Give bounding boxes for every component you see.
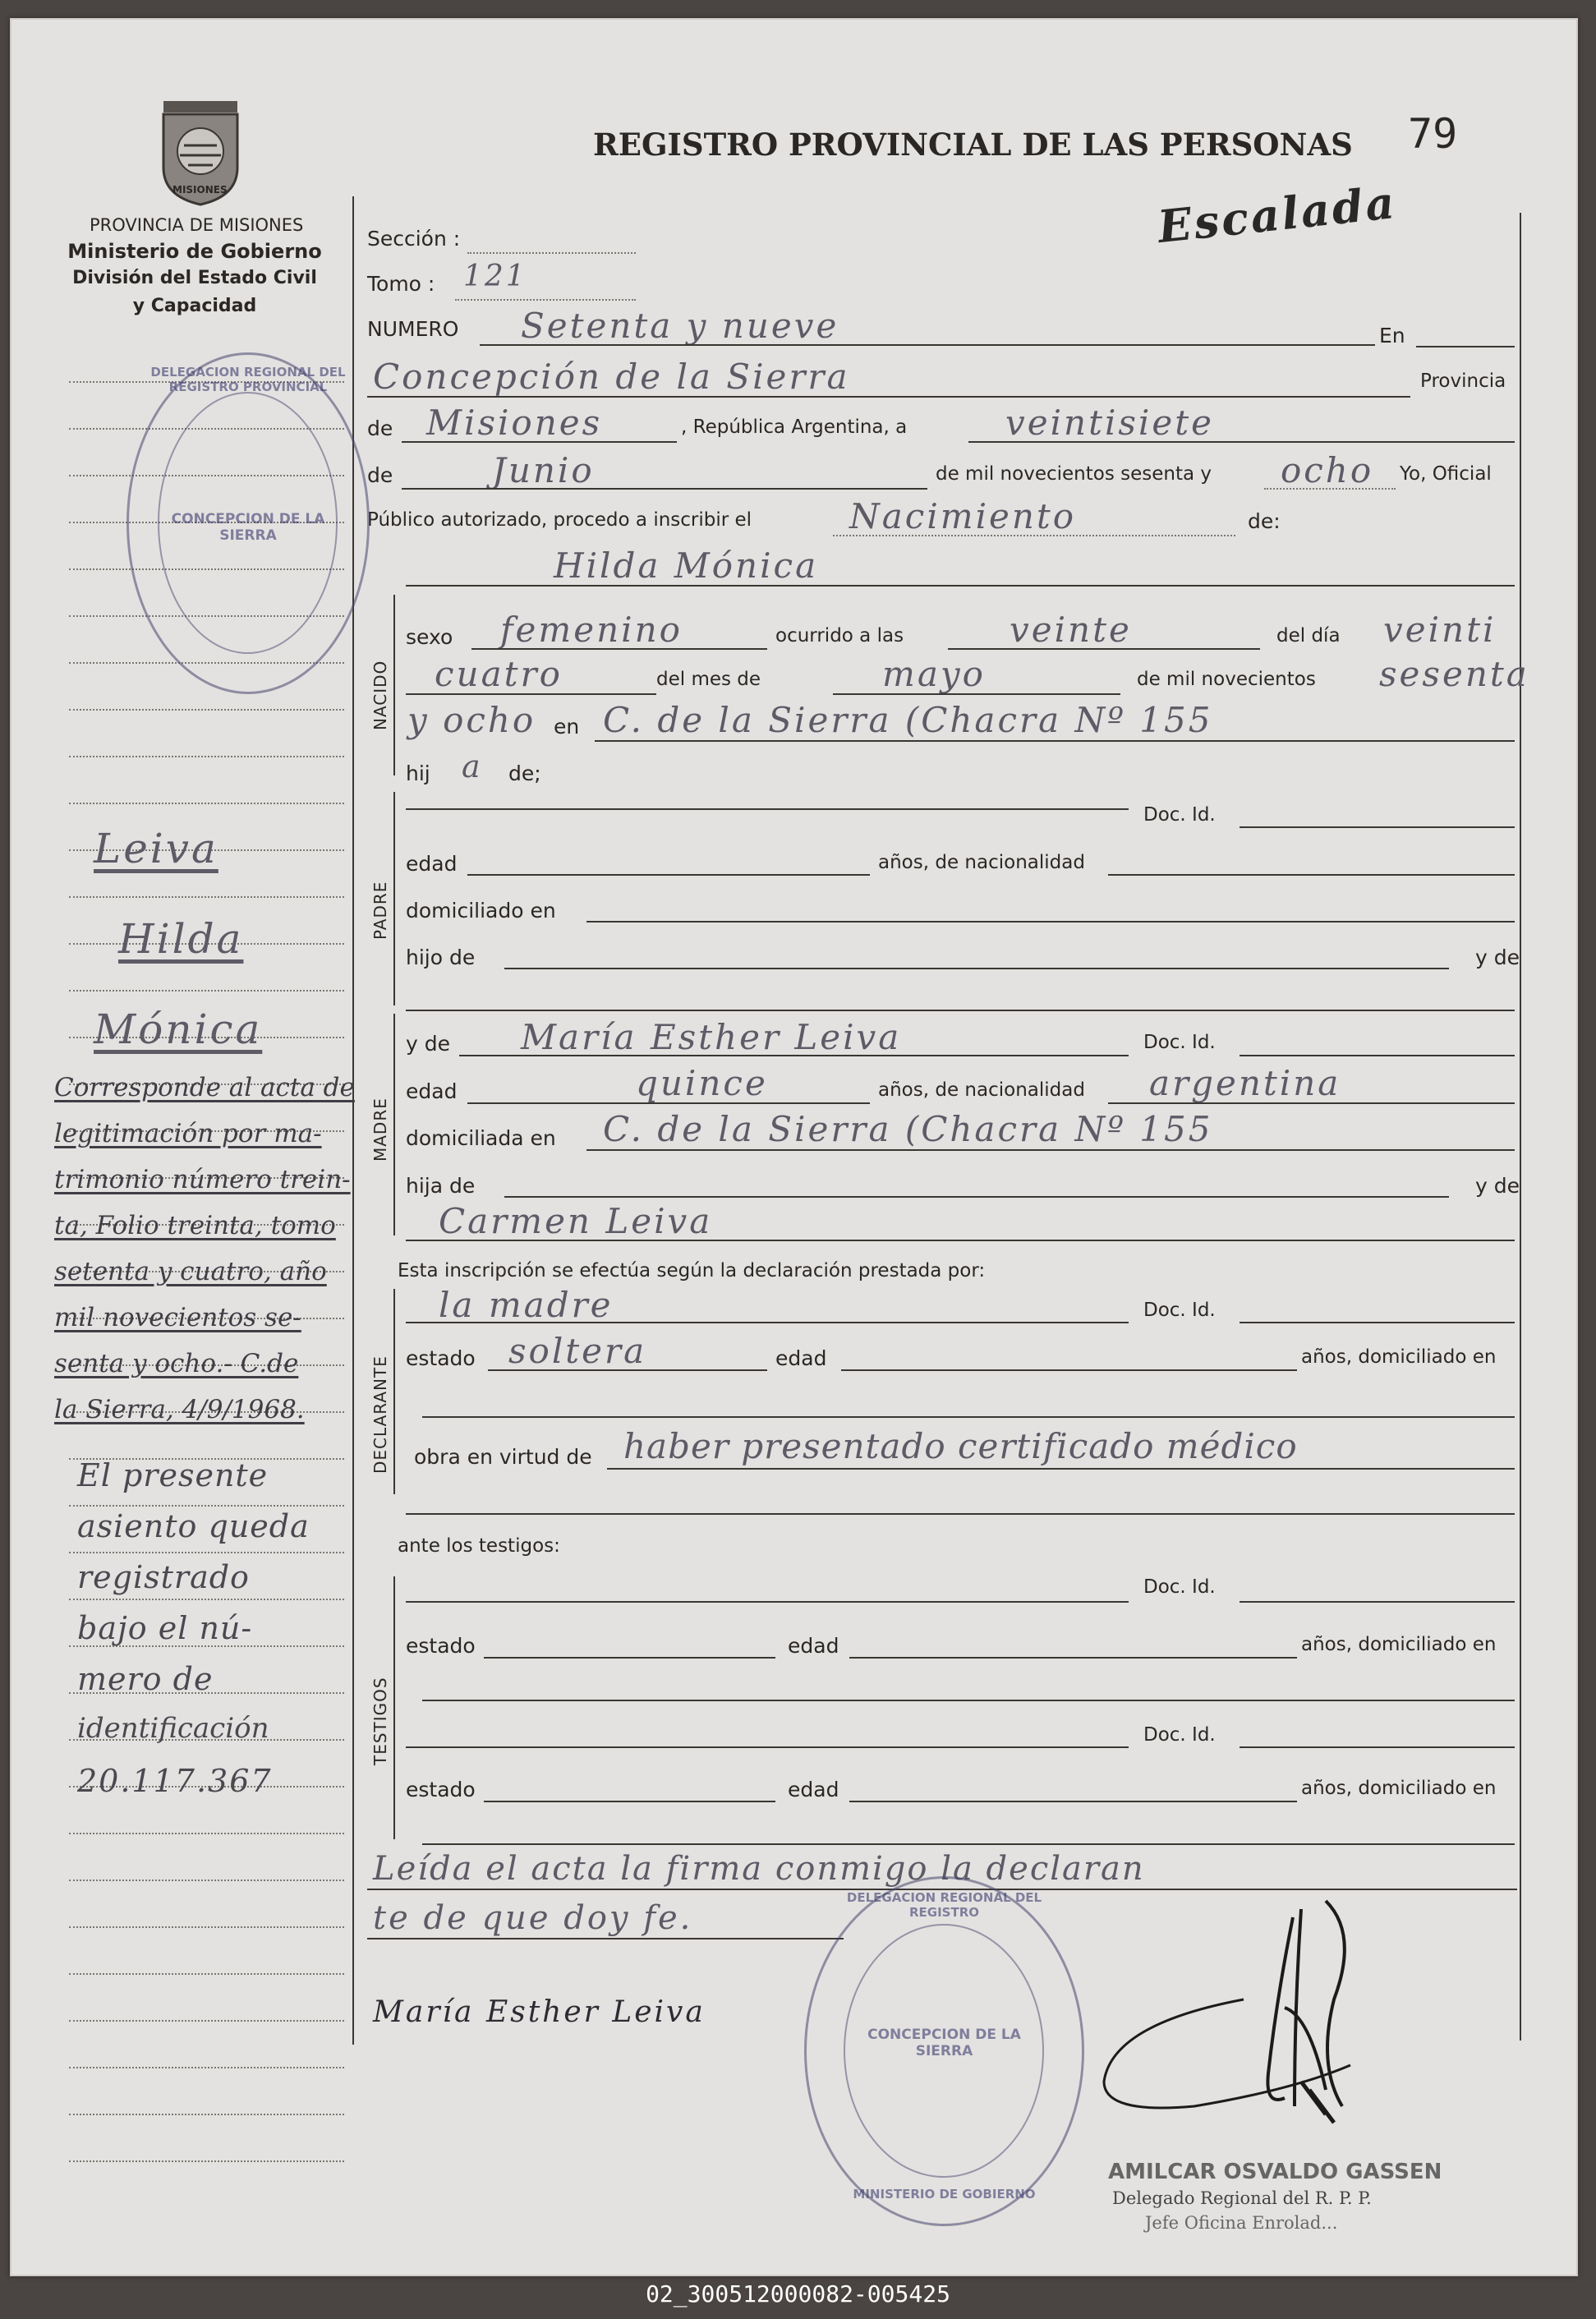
sexo-value: femenino <box>500 610 683 650</box>
lower-stamp-bottom-text: MINISTERIO DE GOBIERNO <box>853 2187 1036 2202</box>
del-dia-label: del día <box>1276 625 1341 646</box>
upper-stamp-inner-text: CONCEPCION DE LA SIERRA <box>171 511 325 544</box>
publico-label: Público autorizado, procedo a inscribir el <box>367 509 752 531</box>
madre-hija-field <box>504 1196 1449 1198</box>
section-divider-padre <box>393 792 395 1005</box>
madre-domicilio-label: domiciliada en <box>406 1126 556 1150</box>
madre-nacionalidad-value: argentina <box>1149 1063 1341 1103</box>
declarante-name-field <box>406 1322 1129 1323</box>
day-field-b <box>406 693 656 695</box>
mil-novecientos-label: de mil novecientos <box>1137 669 1316 690</box>
ocurrido-label: ocurrido a las <box>775 625 904 646</box>
padre-doc-field <box>1240 826 1515 828</box>
madre-name-field <box>459 1055 1129 1056</box>
tomo-field <box>455 299 636 301</box>
birth-month-value: mayo <box>882 654 986 694</box>
margin-ruled-line <box>69 896 344 898</box>
side-label-nacido: NACIDO <box>370 660 390 730</box>
margin-ruled-line <box>69 709 344 711</box>
declarante-doc-field <box>1240 1322 1515 1323</box>
province-label: PROVINCIA DE MISIONES <box>90 215 304 235</box>
madre-hija-label: hija de <box>406 1174 476 1198</box>
madre-edad-label: edad <box>406 1079 458 1103</box>
testigo2-name-field <box>406 1746 1129 1748</box>
declarante-doc-label: Doc. Id. <box>1143 1300 1216 1321</box>
testigo1-edad-field <box>849 1657 1297 1659</box>
side-label-madre: MADRE <box>370 1097 390 1162</box>
legit-line-6: mil novecientos se- <box>54 1303 301 1332</box>
year-field <box>1264 488 1396 490</box>
padre-grandmother-field <box>406 1010 1515 1011</box>
testigo1-domicilio-field <box>422 1700 1515 1701</box>
closing-line-2: te de que doy fe. <box>373 1899 693 1937</box>
testigo1-name-field <box>406 1601 1129 1603</box>
en-label: En <box>1379 324 1405 347</box>
declarante-estado-value: soltera <box>508 1331 647 1371</box>
section-divider-nacido <box>393 595 395 775</box>
padre-doc-label: Doc. Id. <box>1143 804 1216 826</box>
hour-value: veinte <box>1010 610 1132 650</box>
day-value-b: cuatro <box>435 654 563 694</box>
madre-domicilio-field <box>586 1149 1515 1151</box>
madre-nacionalidad-label: años, de nacionalidad <box>878 1079 1085 1101</box>
madre-edad-value: quince <box>636 1063 768 1103</box>
republica-label: , República Argentina, a <box>681 416 908 438</box>
id-line-1: El presente <box>77 1457 269 1493</box>
padre-yde-label: y de <box>1475 946 1520 969</box>
yo-oficial-label: Yo, Oficial <box>1400 463 1492 485</box>
padre-domicilio-field <box>586 921 1515 923</box>
closing-line-1: Leída el acta la firma conmigo la declaran <box>373 1850 1145 1888</box>
testigo2-estado-field <box>484 1801 775 1802</box>
margin-ruled-line <box>69 2114 344 2115</box>
testigo2-domicilio-field <box>422 1843 1515 1845</box>
margin-ruled-line <box>69 2160 344 2162</box>
birth-year-value-a: sesenta <box>1379 654 1529 694</box>
legit-line-5: setenta y cuatro, año <box>54 1257 327 1286</box>
legit-line-1: Corresponde al acta de <box>54 1073 355 1102</box>
padre-edad-label: edad <box>406 852 458 876</box>
mil-label: de mil novecientos sesenta y <box>936 463 1212 485</box>
padre-name-field <box>406 808 1129 810</box>
mother-signature: María Esther Leiva <box>373 1995 706 2029</box>
legit-line-7: senta y ocho.- C.de <box>54 1349 299 1378</box>
legit-line-4: ta, Folio treinta, tomo <box>54 1211 336 1240</box>
obra-label: obra en virtud de <box>414 1445 592 1469</box>
id-line-4: bajo el nú- <box>77 1610 253 1646</box>
de2-label: de <box>367 463 393 487</box>
division-label: División del Estado Civil <box>72 268 317 288</box>
de-label: de <box>367 416 393 440</box>
testigo2-edad-field <box>849 1801 1297 1802</box>
tomo-value: 121 <box>463 260 527 293</box>
declarante-edad-field <box>841 1369 1297 1371</box>
birth-en-label: en <box>554 715 580 738</box>
margin-ruled-line <box>69 756 344 757</box>
lower-stamp-inner-text: CONCEPCION DE LA SIERRA <box>867 2027 1021 2059</box>
id-line-6: identificación <box>77 1712 269 1745</box>
legit-line-2: legitimación por ma- <box>54 1119 322 1148</box>
madre-doc-label: Doc. Id. <box>1143 1032 1216 1053</box>
birth-year-value-b: y ocho <box>407 700 536 740</box>
padre-nacionalidad-label: años, de nacionalidad <box>878 852 1085 873</box>
margin-ruled-line <box>69 803 344 804</box>
testigo2-domicilio-label: años, domiciliado en <box>1301 1778 1497 1799</box>
de-colon-label: de: <box>1248 509 1281 533</box>
legit-line-3: trimonio número trein- <box>54 1165 351 1194</box>
testigo1-doc-label: Doc. Id. <box>1143 1576 1216 1598</box>
upper-stamp-outer-text: DELEGACION REGIONAL DEL REGISTRO PROVINCIAL <box>150 365 346 394</box>
month-field <box>402 488 927 490</box>
testigo2-edad-label: edad <box>788 1778 839 1801</box>
declarante-domicilio-field <box>422 1416 1515 1418</box>
declarante-edad-label: edad <box>775 1346 827 1370</box>
child-name-value: Hilda Mónica <box>554 545 819 586</box>
obra-value: haber presentado certificado médico <box>623 1426 1298 1466</box>
official-title-1: Delegado Regional del R. P. P. <box>1112 2188 1372 2208</box>
province-field <box>402 441 677 443</box>
image-caption: 02_300512000082-005425 <box>646 2280 950 2307</box>
testigos-intro: ante los testigos: <box>398 1535 560 1557</box>
padre-hijo-label: hijo de <box>406 946 476 969</box>
side-label-padre: PADRE <box>370 881 390 940</box>
official-signature-icon <box>1079 1884 1408 2131</box>
madre-yde-label: y de <box>406 1032 450 1056</box>
padre-hijo-field <box>504 968 1449 969</box>
tomo-label: Tomo : <box>367 272 435 296</box>
seccion-field <box>467 252 636 254</box>
day-value-a: veinti <box>1383 610 1497 650</box>
crest-caption: MISIONES <box>172 184 228 196</box>
obra-field-2 <box>406 1513 1515 1515</box>
document-page <box>10 18 1578 2276</box>
id-line-2: asiento queda <box>77 1508 310 1544</box>
grandmother-value: Carmen Leiva <box>439 1201 713 1241</box>
provincia-label: Provincia <box>1420 370 1506 392</box>
section-divider-testigos <box>393 1576 395 1839</box>
id-line-3: registrado <box>77 1559 250 1595</box>
hij-label: hij <box>406 761 430 785</box>
numero-label: NUMERO <box>367 317 459 341</box>
right-border <box>1520 213 1521 2041</box>
year-value: ocho <box>1281 450 1374 490</box>
margin-ruled-line <box>69 2067 344 2068</box>
margin-ruled-line <box>69 1552 344 1553</box>
testigo1-edad-label: edad <box>788 1634 839 1658</box>
margin-ruled-line <box>69 990 344 992</box>
seccion-label: Sección : <box>367 227 461 251</box>
testigo1-estado-label: estado <box>406 1634 476 1658</box>
official-title-2: Jefe Oficina Enrolad... <box>1145 2213 1338 2233</box>
day-value: veintisiete <box>1005 403 1214 443</box>
declarante-intro: Esta inscripción se efectúa según la declaración prestada por: <box>398 1260 986 1281</box>
act-type-value: Nacimiento <box>849 496 1077 536</box>
margin-ruled-line <box>69 1599 344 1600</box>
madre-doc-field <box>1240 1055 1515 1056</box>
id-line-5: mero de <box>77 1661 214 1697</box>
section-divider-declarante <box>393 1289 395 1494</box>
section-divider-madre <box>393 1014 395 1235</box>
side-label-testigos: TESTIGOS <box>370 1677 390 1765</box>
place-value: Concepción de la Sierra <box>373 357 850 397</box>
day-field <box>968 441 1515 443</box>
id-line-7: 20.117.367 <box>77 1763 273 1799</box>
declarante-domicilio-label: años, domiciliado en <box>1301 1346 1497 1368</box>
document-title: REGISTRO PROVINCIAL DE LAS PERSONAS <box>593 127 1353 163</box>
hour-field <box>948 648 1260 650</box>
act-type-field <box>833 535 1235 536</box>
margin-ruled-line <box>69 1833 344 1834</box>
closing-field-2 <box>367 1938 844 1939</box>
declarante-name-value: la madre <box>439 1285 614 1325</box>
madre-nacionalidad-field <box>1108 1102 1515 1104</box>
upper-official-stamp <box>126 352 370 694</box>
birth-month-field <box>833 693 1120 695</box>
testigo2-doc-field <box>1240 1746 1515 1748</box>
grandmother-field <box>406 1240 1515 1241</box>
declarante-estado-label: estado <box>406 1346 476 1370</box>
lower-stamp-outer-text: DELEGACION REGIONAL DEL REGISTRO <box>846 1890 1042 1920</box>
side-label-declarante: DECLARANTE <box>370 1355 390 1474</box>
madre-yde2-label: y de <box>1475 1174 1520 1198</box>
madre-name-value: María Esther Leiva <box>521 1017 902 1057</box>
testigo1-doc-field <box>1240 1601 1515 1603</box>
birth-place-value: C. de la Sierra (Chacra Nº 155 <box>603 700 1213 740</box>
numero-field <box>480 344 1375 346</box>
place-field <box>367 396 1410 398</box>
margin-ruled-line <box>69 1880 344 1881</box>
padre-domicilio-label: domiciliado en <box>406 899 556 923</box>
margin-surname: Leiva <box>94 825 218 872</box>
official-name: AMILCAR OSVALDO GASSEN <box>1108 2160 1442 2184</box>
margin-ruled-line <box>69 2020 344 2022</box>
province-value: Misiones <box>426 403 603 443</box>
month-value: Junio <box>492 450 595 490</box>
lower-official-stamp <box>804 1876 1084 2226</box>
margin-note-escalada: Escalada <box>1155 175 1400 254</box>
madre-domicilio-value: C. de la Sierra (Chacra Nº 155 <box>603 1109 1213 1149</box>
margin-ruled-line <box>69 1973 344 1975</box>
padre-edad-field <box>467 874 870 876</box>
declarante-estado-field <box>488 1369 767 1371</box>
madre-edad-field <box>467 1102 870 1104</box>
hij-de-label: de; <box>508 761 541 785</box>
hij-value: a <box>462 748 483 785</box>
page-number: 79 <box>1408 110 1458 158</box>
margin-given-2: Mónica <box>94 1005 263 1053</box>
padre-nacionalidad-field <box>1108 874 1515 876</box>
margin-given-1: Hilda <box>118 915 244 963</box>
ministry-label: Ministerio de Gobierno <box>67 240 322 263</box>
testigo1-domicilio-label: años, domiciliado en <box>1301 1634 1497 1655</box>
margin-ruled-line <box>69 1505 344 1507</box>
numero-value: Setenta y nueve <box>521 306 839 346</box>
capacity-label: y Capacidad <box>132 296 257 316</box>
legit-line-8: la Sierra, 4/9/1968. <box>54 1395 305 1424</box>
sexo-label: sexo <box>406 625 453 649</box>
testigo2-doc-label: Doc. Id. <box>1143 1724 1216 1746</box>
del-mes-label: del mes de <box>656 669 761 690</box>
testigo2-estado-label: estado <box>406 1778 476 1801</box>
sexo-field <box>471 648 767 650</box>
margin-ruled-line <box>69 1926 344 1928</box>
birth-place-field <box>595 740 1515 742</box>
child-name-field <box>406 585 1515 587</box>
en-field <box>1416 346 1515 347</box>
obra-field <box>607 1468 1515 1470</box>
testigo1-estado-field <box>484 1657 775 1659</box>
